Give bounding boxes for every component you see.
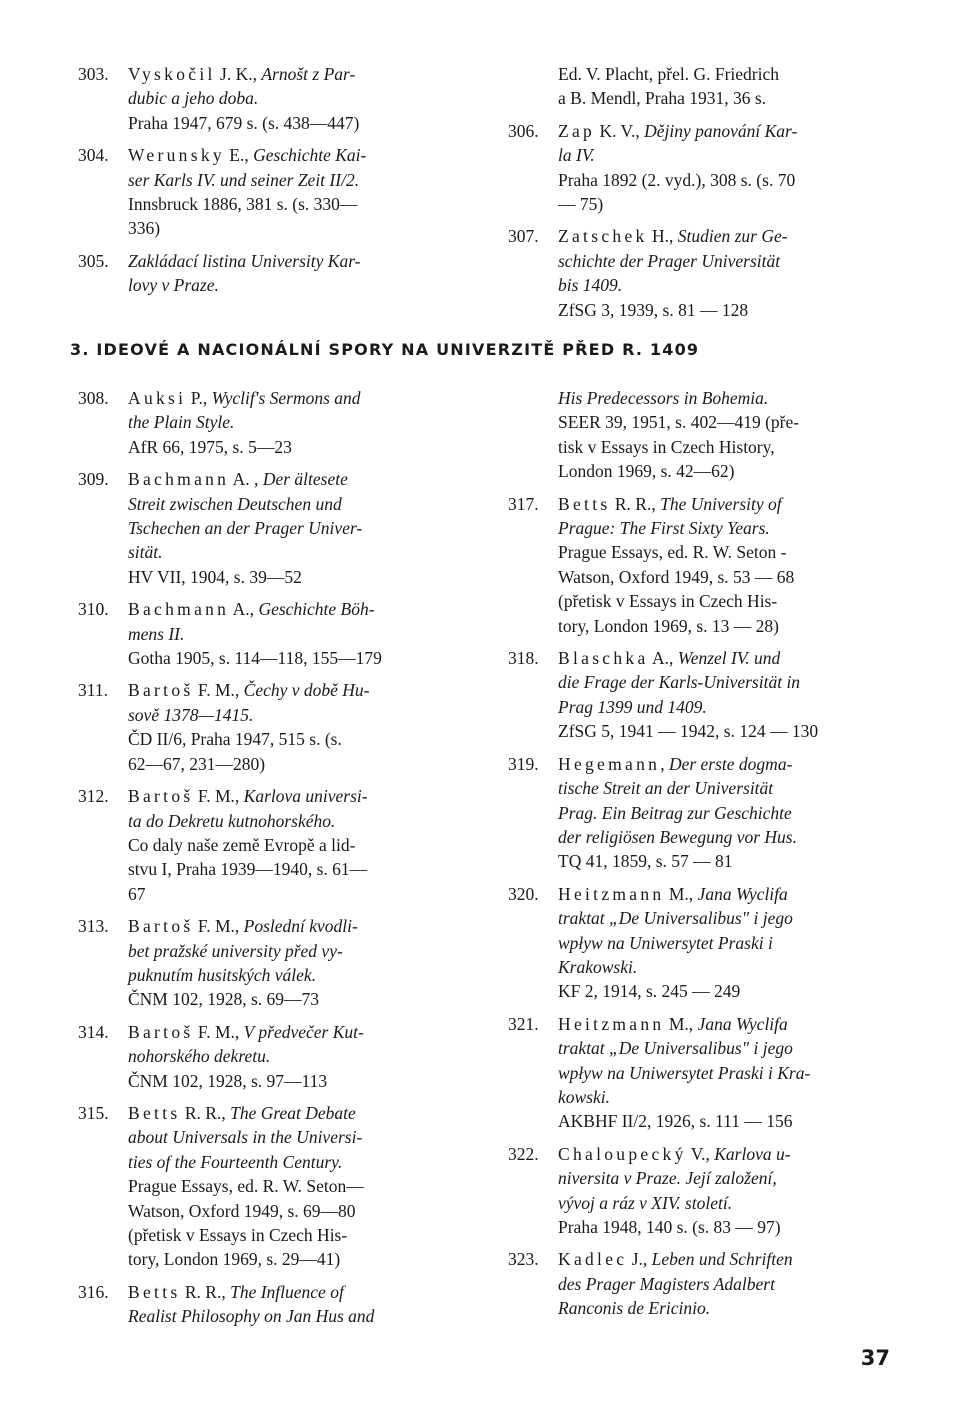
bottom-left-column	[78, 386, 453, 1337]
entry-line	[558, 931, 893, 955]
author-name: Bartoš	[128, 916, 194, 937]
citation-text: ČNM 102, 1928, s. 69—73	[128, 989, 320, 1010]
entry-line	[128, 987, 453, 1011]
page-number: 37	[860, 1346, 890, 1370]
entry-line	[558, 979, 893, 1003]
entry-text	[128, 597, 453, 670]
entry-line	[558, 825, 893, 849]
entry-line	[558, 62, 893, 86]
work-title: His Predecessors in Bohemia.	[558, 388, 769, 408]
entry-line	[128, 1150, 453, 1174]
citation-text: J.,	[627, 1249, 652, 1270]
entry-line	[128, 249, 453, 273]
author-name: Bartoš	[128, 1021, 194, 1042]
entry-line	[128, 192, 453, 216]
citation-text: SEER 39, 1951, s. 402—419 (pře-	[558, 412, 800, 433]
entry-line	[128, 111, 453, 135]
author-name: Auksi	[128, 388, 187, 408]
citation-text: 67	[128, 883, 146, 904]
top-right-column	[508, 62, 893, 330]
entry-number	[508, 62, 558, 111]
top-left-column	[78, 62, 453, 306]
entry-text	[558, 224, 893, 322]
entry-text	[128, 784, 453, 906]
work-title: Prag. Ein Beitrag zur Geschichte	[558, 802, 792, 823]
work-title: Karlova universi-	[243, 786, 368, 807]
citation-text: a B. Mendl, Praha 1931, 36 s.	[558, 88, 767, 109]
bibliography-entry	[508, 1247, 893, 1320]
entry-line	[558, 1296, 893, 1320]
entry-line	[558, 386, 893, 410]
citation-text: HV VII, 1904, s. 39—52	[128, 566, 302, 587]
author-name: Betts	[558, 493, 611, 514]
entry-line	[558, 1036, 893, 1060]
citation-text: V.,	[686, 1143, 715, 1164]
entry-line	[558, 540, 893, 564]
entry-line	[558, 1166, 893, 1190]
citation-text: ČD II/6, Praha 1947, 515 s. (s.	[128, 729, 342, 750]
work-title: wpływ na Uniwersytet Praski i	[558, 932, 773, 953]
entry-line	[128, 1101, 453, 1125]
entry-line	[128, 1174, 453, 1198]
work-title: Streit zwischen Deutschen und	[128, 493, 342, 514]
citation-text: Gotha 1905, s. 114—118, 155—179	[128, 648, 382, 669]
entry-number: 303.	[78, 64, 109, 84]
work-title: Wenzel IV. und	[677, 648, 781, 669]
work-title: kowski.	[558, 1086, 611, 1107]
author-name: Bartoš	[128, 680, 194, 701]
author-name: Betts	[128, 1281, 181, 1302]
work-title: Ranconis de Ericinio.	[558, 1298, 711, 1319]
entry-line	[128, 784, 453, 808]
author-name: Heitzmann	[558, 1013, 665, 1034]
section-heading: 3. IDEOVÉ A NACIONÁLNÍ SPORY NA UNIVERZITĚ PŘED R. 1409	[70, 340, 700, 359]
entry-line	[128, 939, 453, 963]
entry-line	[558, 298, 893, 322]
author-name: Bartoš	[128, 786, 194, 807]
entry-line	[558, 801, 893, 825]
citation-text: ZfSG 3, 1939, s. 81 — 128	[558, 299, 749, 320]
entry-line	[558, 1247, 893, 1271]
entry-line	[558, 516, 893, 540]
citation-text: K. V.,	[595, 120, 645, 141]
entry-line	[128, 386, 453, 410]
entry-text	[558, 752, 893, 874]
citation-text: Ed. V. Placht, přel. G. Friedrich	[558, 64, 779, 84]
work-title: lovy v Praze.	[128, 275, 219, 296]
work-title: Dějiny panování Kar-	[644, 120, 798, 141]
entry-text	[558, 1142, 893, 1240]
entry-text	[128, 62, 453, 135]
author-name: Bachmann	[128, 469, 230, 490]
work-title: la IV.	[558, 145, 595, 166]
work-title: Krakowski.	[558, 956, 638, 977]
entry-text	[558, 1247, 893, 1320]
entry-line	[128, 1020, 453, 1044]
work-title: dubic a jeho doba.	[128, 88, 259, 109]
entry-text	[558, 492, 893, 638]
author-name: Werunsky	[128, 145, 225, 166]
citation-text: M.,	[664, 883, 698, 904]
bottom-right-column	[508, 386, 893, 1329]
author-name: Zatschek	[558, 226, 648, 247]
work-title: puknutím husitských válek.	[128, 964, 317, 985]
entry-line	[128, 914, 453, 938]
citation-text: F. M.,	[193, 916, 244, 937]
entry-number: 314.	[78, 1021, 109, 1042]
citation-text: stvu I, Praha 1939—1940, s. 61—	[128, 859, 368, 880]
entry-text	[558, 386, 893, 484]
author-name: Blaschka	[558, 648, 649, 669]
entry-line	[558, 435, 893, 459]
entry-line	[128, 727, 453, 751]
entry-line	[558, 589, 893, 613]
citation-text: London 1969, s. 42—62)	[558, 461, 735, 482]
work-title: niversita v Praze. Její založení,	[558, 1168, 777, 1189]
entry-line	[128, 1125, 453, 1149]
entry-line	[558, 882, 893, 906]
citation-text: A. ,	[229, 469, 263, 490]
entry-line	[558, 752, 893, 776]
entry-line	[128, 882, 453, 906]
citation-text: R. R.,	[180, 1102, 231, 1123]
entry-text	[558, 1012, 893, 1134]
citation-text: P.,	[186, 388, 212, 408]
author-name: Betts	[128, 1102, 181, 1123]
work-title: Studien zur Ge-	[677, 226, 788, 247]
citation-text: — 75)	[558, 194, 604, 215]
entry-line	[558, 192, 893, 216]
citation-text: ZfSG 5, 1941 — 1942, s. 124 — 130	[558, 721, 819, 742]
entry-line	[558, 1142, 893, 1166]
work-title: about Universals in the Universi-	[128, 1127, 363, 1148]
entry-line	[558, 273, 893, 297]
bibliography-entry	[78, 914, 453, 1012]
work-title: sově 1378—1415.	[128, 704, 254, 725]
entry-text	[128, 1101, 453, 1272]
bibliography-entry	[508, 386, 893, 484]
entry-number: 315.	[78, 1102, 109, 1123]
work-title: nohorského dekretu.	[128, 1046, 271, 1067]
entry-line	[128, 1044, 453, 1068]
entry-line	[558, 695, 893, 719]
entry-line	[558, 670, 893, 694]
entry-line	[128, 143, 453, 167]
entry-line	[558, 224, 893, 248]
work-title: tische Streit an der Universität	[558, 778, 774, 799]
entry-text	[128, 467, 453, 589]
entry-line	[558, 646, 893, 670]
work-title: die Frage der Karls-Universität in	[558, 672, 801, 693]
citation-text: tory, London 1969, s. 29—41)	[128, 1249, 341, 1270]
entry-line	[128, 833, 453, 857]
citation-text: R. R.,	[180, 1281, 231, 1302]
entry-line	[128, 410, 453, 434]
entry-line	[128, 565, 453, 589]
entry-number: 304.	[78, 145, 109, 166]
bibliography-entry	[78, 467, 453, 589]
work-title: ties of the Fourteenth Century.	[128, 1151, 343, 1172]
entry-line	[558, 849, 893, 873]
entry-line	[558, 1061, 893, 1085]
entry-text	[558, 62, 893, 111]
entry-line	[128, 1199, 453, 1223]
entry-number: 310.	[78, 599, 109, 620]
entry-line	[558, 719, 893, 743]
entry-line	[558, 776, 893, 800]
author-name: Hegemann	[558, 753, 661, 774]
citation-text: A.,	[229, 599, 259, 620]
entry-line	[558, 1215, 893, 1239]
bibliography-entry	[78, 597, 453, 670]
author-name: Heitzmann	[558, 883, 665, 904]
author-name: Bachmann	[128, 599, 230, 620]
entry-line	[128, 809, 453, 833]
work-title: The Influence of	[230, 1281, 344, 1302]
entry-line	[128, 168, 453, 192]
bibliography-entry	[508, 752, 893, 874]
work-title: Arnošt z Par-	[261, 64, 356, 84]
entry-line	[128, 86, 453, 110]
citation-text: Praha 1948, 140 s. (s. 83 — 97)	[558, 1217, 781, 1237]
entry-line	[558, 1109, 893, 1133]
citation-text: F. M.,	[193, 680, 244, 701]
citation-text: Watson, Oxford 1949, s. 53 — 68	[558, 566, 795, 587]
citation-text: AfR 66, 1975, s. 5—23	[128, 436, 292, 457]
entry-number	[508, 386, 558, 484]
citation-text: tory, London 1969, s. 13 — 28)	[558, 615, 780, 636]
entry-line	[128, 857, 453, 881]
entry-number: 311.	[78, 680, 108, 701]
entry-text	[128, 386, 453, 459]
author-name: Kadlec	[558, 1249, 628, 1270]
entry-line	[128, 963, 453, 987]
citation-text: M.,	[664, 1013, 698, 1034]
entry-line	[128, 678, 453, 702]
entry-line	[558, 614, 893, 638]
entry-line	[128, 62, 453, 86]
bibliography-entry	[508, 1012, 893, 1134]
entry-line	[558, 459, 893, 483]
entry-number: 323.	[508, 1249, 539, 1270]
entry-line	[558, 119, 893, 143]
entry-line	[558, 1085, 893, 1109]
bibliography-entry	[78, 62, 453, 135]
work-title: Wyclif's Sermons and	[211, 388, 361, 408]
entry-number: 319.	[508, 753, 539, 774]
entry-line	[128, 1069, 453, 1093]
entry-number: 321.	[508, 1013, 539, 1034]
work-title: Realist Philosophy on Jan Hus and	[128, 1306, 375, 1327]
citation-text: Watson, Oxford 1949, s. 69—80	[128, 1200, 356, 1221]
entry-text	[558, 646, 893, 744]
citation-text: J. K.,	[215, 64, 262, 84]
work-title: Jana Wyclifa	[697, 1013, 788, 1034]
bibliography-entry	[508, 62, 893, 111]
bibliography-entry	[508, 646, 893, 744]
entry-number: 313.	[78, 916, 109, 937]
entry-line	[128, 1223, 453, 1247]
entry-text	[128, 143, 453, 241]
work-title: vývoj a ráz v XIV. století.	[558, 1192, 733, 1213]
work-title: The University of	[660, 493, 782, 514]
citation-text: AKBHF II/2, 1926, s. 111 — 156	[558, 1111, 793, 1132]
work-title: Poslední kvodli-	[243, 916, 358, 937]
entry-line	[558, 410, 893, 434]
entry-line	[558, 906, 893, 930]
citation-text: A.,	[648, 648, 678, 669]
entry-line	[128, 540, 453, 564]
entry-number: 322.	[508, 1143, 539, 1164]
entry-number: 306.	[508, 120, 539, 141]
citation-text: 336)	[128, 218, 161, 239]
work-title: sität.	[128, 542, 163, 563]
work-title: wpływ na Uniwersytet Praski i Kra-	[558, 1062, 811, 1083]
work-title: Tschechen an der Prager Univer-	[128, 518, 363, 539]
entry-text	[128, 1020, 453, 1093]
bibliography-entry	[508, 1142, 893, 1240]
entry-line	[128, 273, 453, 297]
work-title: bet pražské university před vy-	[128, 940, 343, 961]
entry-text	[128, 678, 453, 776]
work-title: traktat „De Universalibus" i jego	[558, 908, 793, 929]
work-title: The Great Debate	[230, 1102, 356, 1123]
entry-text	[558, 119, 893, 217]
entry-line	[558, 168, 893, 192]
entry-number: 318.	[508, 648, 539, 669]
entry-line	[128, 216, 453, 240]
entry-line	[558, 565, 893, 589]
citation-text: F. M.,	[193, 786, 244, 807]
entry-number: 308.	[78, 388, 109, 408]
entry-number: 320.	[508, 883, 539, 904]
work-title: Geschichte Böh-	[258, 599, 375, 620]
citation-text: Prague Essays, ed. R. W. Seton -	[558, 542, 787, 563]
citation-text: Innsbruck 1886, 381 s. (s. 330—	[128, 194, 358, 215]
entry-line	[558, 1272, 893, 1296]
entry-line	[128, 1247, 453, 1271]
author-name: Chaloupecký	[558, 1143, 687, 1164]
entry-line	[128, 1304, 453, 1328]
work-title: Jana Wyclifa	[697, 883, 788, 904]
work-title: Zakládací listina University Kar-	[128, 250, 361, 271]
citation-text: (přetisk v Essays in Czech His-	[558, 591, 778, 612]
bibliography-entry	[508, 492, 893, 638]
entry-text	[128, 914, 453, 1012]
work-title: Prag 1399 und 1409.	[558, 696, 707, 717]
entry-line	[128, 703, 453, 727]
work-title: ta do Dekretu kutnohorského.	[128, 810, 336, 831]
citation-text: ČNM 102, 1928, s. 97—113	[128, 1070, 328, 1091]
entry-line	[558, 955, 893, 979]
bibliography-entry	[508, 224, 893, 322]
entry-line	[558, 143, 893, 167]
bibliography-entry	[78, 1280, 453, 1329]
work-title: traktat „De Universalibus" i jego	[558, 1038, 793, 1059]
entry-line	[128, 1280, 453, 1304]
citation-text: F. M.,	[193, 1021, 244, 1042]
bibliography-entry	[508, 119, 893, 217]
entry-number: 317.	[508, 493, 539, 514]
work-title: ser Karls IV. und seiner Zeit II/2.	[128, 169, 360, 190]
author-name: Vyskočil	[128, 64, 216, 84]
entry-text	[128, 1280, 453, 1329]
entry-line	[128, 467, 453, 491]
work-title: schichte der Prager Universität	[558, 250, 781, 271]
citation-text: Co daly naše země Evropě a lid-	[128, 834, 356, 855]
work-title: mens II.	[128, 623, 185, 644]
entry-line	[558, 1191, 893, 1215]
entry-line	[558, 492, 893, 516]
citation-text: Prague Essays, ed. R. W. Seton—	[128, 1176, 364, 1197]
bibliography-entry	[78, 386, 453, 459]
entry-line	[558, 1012, 893, 1036]
work-title: the Plain Style.	[128, 412, 235, 433]
bibliography-entry	[78, 784, 453, 906]
bibliography-entry	[78, 1101, 453, 1272]
citation-text: H.,	[647, 226, 678, 247]
citation-text: ,	[660, 753, 669, 774]
entry-text	[558, 882, 893, 1004]
work-title: Geschichte Kai-	[253, 145, 367, 166]
entry-number: 305.	[78, 250, 109, 271]
entry-line	[128, 752, 453, 776]
bibliography-entry	[78, 678, 453, 776]
work-title: des Prager Magisters Adalbert	[558, 1273, 775, 1294]
work-title: Čechy v době Hu-	[243, 680, 370, 701]
entry-number: 312.	[78, 786, 109, 807]
entry-number: 307.	[508, 226, 539, 247]
author-name: Zap	[558, 120, 596, 141]
citation-text: 62—67, 231—280)	[128, 753, 266, 774]
work-title: V předvečer Kut-	[243, 1021, 364, 1042]
entry-line	[128, 435, 453, 459]
bibliography-entry	[508, 882, 893, 1004]
entry-text	[128, 249, 453, 298]
citation-text: tisk v Essays in Czech History,	[558, 436, 775, 457]
entry-line	[558, 86, 893, 110]
entry-line	[128, 516, 453, 540]
citation-text: TQ 41, 1859, s. 57 — 81	[558, 851, 733, 872]
citation-text: Praha 1947, 679 s. (s. 438—447)	[128, 112, 360, 133]
entry-line	[128, 646, 453, 670]
work-title: Prague: The First Sixty Years.	[558, 518, 770, 539]
work-title: Karlova u-	[714, 1143, 791, 1164]
citation-text: E.,	[224, 145, 254, 166]
citation-text: Praha 1892 (2. vyd.), 308 s. (s. 70	[558, 169, 796, 190]
bibliography-entry	[78, 143, 453, 241]
citation-text: KF 2, 1914, s. 245 — 249	[558, 981, 741, 1002]
entry-number: 309.	[78, 469, 109, 490]
work-title: Der erste dogma-	[668, 753, 793, 774]
work-title: Der ältesete	[262, 469, 348, 490]
entry-number: 316.	[78, 1281, 109, 1302]
bibliography-entry	[78, 1020, 453, 1093]
entry-line	[128, 597, 453, 621]
work-title: der religiösen Bewegung vor Hus.	[558, 826, 797, 847]
entry-line	[128, 492, 453, 516]
entry-line	[558, 249, 893, 273]
work-title: bis 1409.	[558, 275, 623, 296]
entry-line	[128, 622, 453, 646]
bibliography-entry	[78, 249, 453, 298]
work-title: Leben und Schriften	[651, 1249, 793, 1270]
citation-text: (přetisk v Essays in Czech His-	[128, 1225, 348, 1245]
citation-text: R. R.,	[610, 493, 661, 514]
